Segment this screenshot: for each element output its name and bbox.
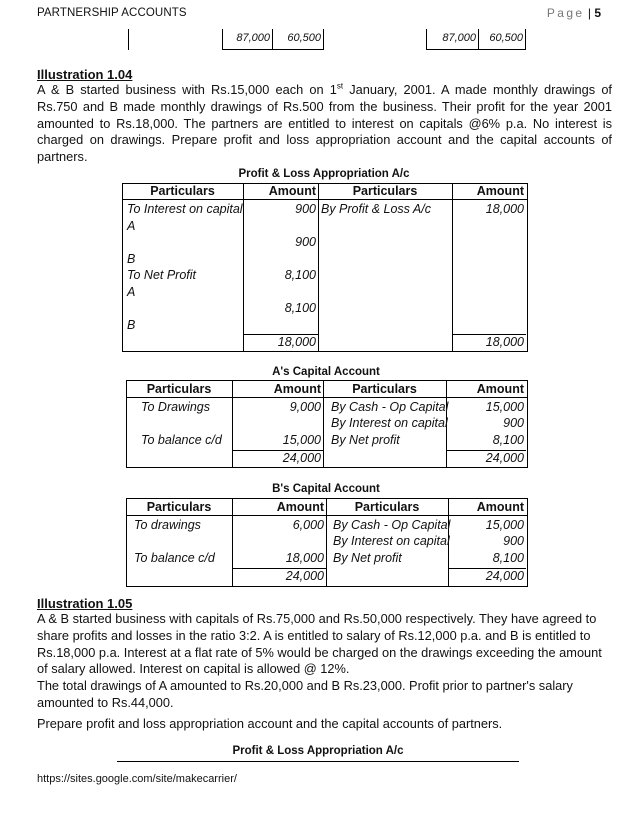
row-amount: 900 (295, 235, 316, 249)
total-amount: 24,000 (485, 569, 524, 583)
cont-divider (323, 29, 324, 50)
cont-value: 60,500 (287, 32, 321, 44)
text-part: January, 2001. A made monthly drawings of Rs.750 and B made monthly drawings of Rs.500 from the business. Their profit for the year 2001 amounted to Rs.18,000. The partners are entitled to interest on capitals @6% p.a. No interest is charged on drawings. Prepare profit and loss appropriation account and the capital accounts of partners. (37, 82, 612, 165)
row-label: By Net profit (331, 433, 400, 447)
cont-value: 60,500 (489, 32, 523, 44)
table-caption: Profit & Loss Appropriation A/c (232, 745, 404, 757)
paragraph: A & B started business with capitals of Rs.75,000 and Rs.50,000 respectively. They have agreed to share profits and losses in the ratio 3:2. A is entitled to salary of Rs.12,000 p.a. and B is entitled to Rs.18,000 p.a. Interest at a flat rate of 5% would be charged on the drawings exceeding the amount of salary allowed. Interest on capital is allowed @ 12%. (37, 611, 602, 677)
row-label: B (127, 318, 136, 332)
row-label: To Net Profit (127, 268, 197, 282)
cont-right-underline (426, 49, 526, 50)
cont-divider (525, 29, 526, 50)
cont-value: 87,000 (442, 32, 476, 44)
col-header: Particulars (146, 382, 212, 396)
illustration-title: Illustration 1.05 (37, 596, 133, 611)
row-amount: 15,000 (485, 400, 524, 414)
row-amount: 8,100 (284, 268, 316, 282)
paragraph: The total drawings of A amounted to Rs.20,000 and B Rs.23,000. Profit prior to partner's salary amounted to Rs.44,000. (37, 678, 573, 710)
row-label: A (127, 219, 136, 233)
total-amount: 18,000 (277, 335, 316, 349)
row-amount: 18,000 (285, 551, 324, 565)
row-amount: 9,000 (289, 400, 321, 414)
page-num: 5 (594, 6, 601, 20)
row-amount: 15,000 (485, 518, 524, 532)
row-amount: 900 (295, 202, 316, 216)
row-label: By Interest on capital (331, 416, 448, 430)
table-caption: A's Capital Account (272, 366, 380, 378)
page-number (547, 6, 601, 20)
col-header: Amount (476, 184, 524, 198)
paragraph: Prepare profit and loss appropriation account and the capital accounts of partners. (37, 715, 503, 731)
row-amount: 6,000 (292, 518, 324, 532)
total-amount: 18,000 (485, 335, 524, 349)
row-label: By Profit & Loss A/c (321, 202, 431, 216)
superscript: st (336, 81, 344, 91)
total-amount: 24,000 (285, 569, 324, 583)
col-header: Amount (276, 500, 324, 514)
cont-left-border (128, 29, 129, 50)
row-amount: 8,100 (492, 433, 524, 447)
illustration-title: Illustration 1.04 (37, 67, 133, 82)
row-label: B (127, 252, 136, 266)
row-amount: 8,100 (284, 301, 316, 315)
row-label: To Interest on capital (127, 202, 243, 216)
row-label: To balance c/d (141, 433, 222, 447)
illustration-text (37, 611, 612, 733)
header-rule (126, 397, 527, 398)
col-header: Particulars (150, 184, 215, 198)
caption-rule (117, 761, 519, 762)
row-label: A (127, 285, 136, 299)
row-label: By Net profit (333, 551, 402, 565)
text-part: A & B started business with Rs.15,000 each on 1 (37, 82, 337, 97)
row-label: To Drawings (141, 400, 211, 414)
row-label: To drawings (134, 518, 201, 532)
col-header: Amount (476, 382, 524, 396)
row-amount: 18,000 (485, 202, 524, 216)
col-divider (318, 183, 319, 351)
col-header: Particulars (354, 500, 420, 514)
total-amount: 24,000 (282, 451, 321, 465)
col-header: Particulars (146, 500, 212, 514)
row-label: By Cash - Op Capital (333, 518, 451, 532)
row-label: To balance c/d (134, 551, 215, 565)
footer-url[interactable]: https://sites.google.com/site/makecarrier/ (37, 773, 237, 785)
row-label: By Cash - Op Capital (331, 400, 449, 414)
col-header: Amount (273, 382, 321, 396)
table-caption: Profit & Loss Appropriation A/c (238, 168, 410, 180)
header-title: PARTNERSHIP ACCOUNTS (37, 7, 187, 19)
row-amount: 900 (503, 416, 524, 430)
illustration-text (37, 82, 612, 166)
col-header: Amount (268, 184, 316, 198)
table-caption: B's Capital Account (272, 483, 380, 495)
page-separator: | (587, 6, 591, 20)
page-word: Page (546, 6, 585, 20)
col-header: Particulars (352, 184, 418, 198)
col-header: Amount (476, 500, 524, 514)
cont-value: 87,000 (236, 32, 270, 44)
row-amount: 8,100 (492, 551, 524, 565)
row-label: By Interest on capital (333, 534, 450, 548)
header-rule (122, 199, 527, 200)
col-header: Particulars (352, 382, 417, 396)
row-amount: 900 (503, 534, 524, 548)
row-amount: 15,000 (282, 433, 321, 447)
total-amount: 24,000 (485, 451, 524, 465)
